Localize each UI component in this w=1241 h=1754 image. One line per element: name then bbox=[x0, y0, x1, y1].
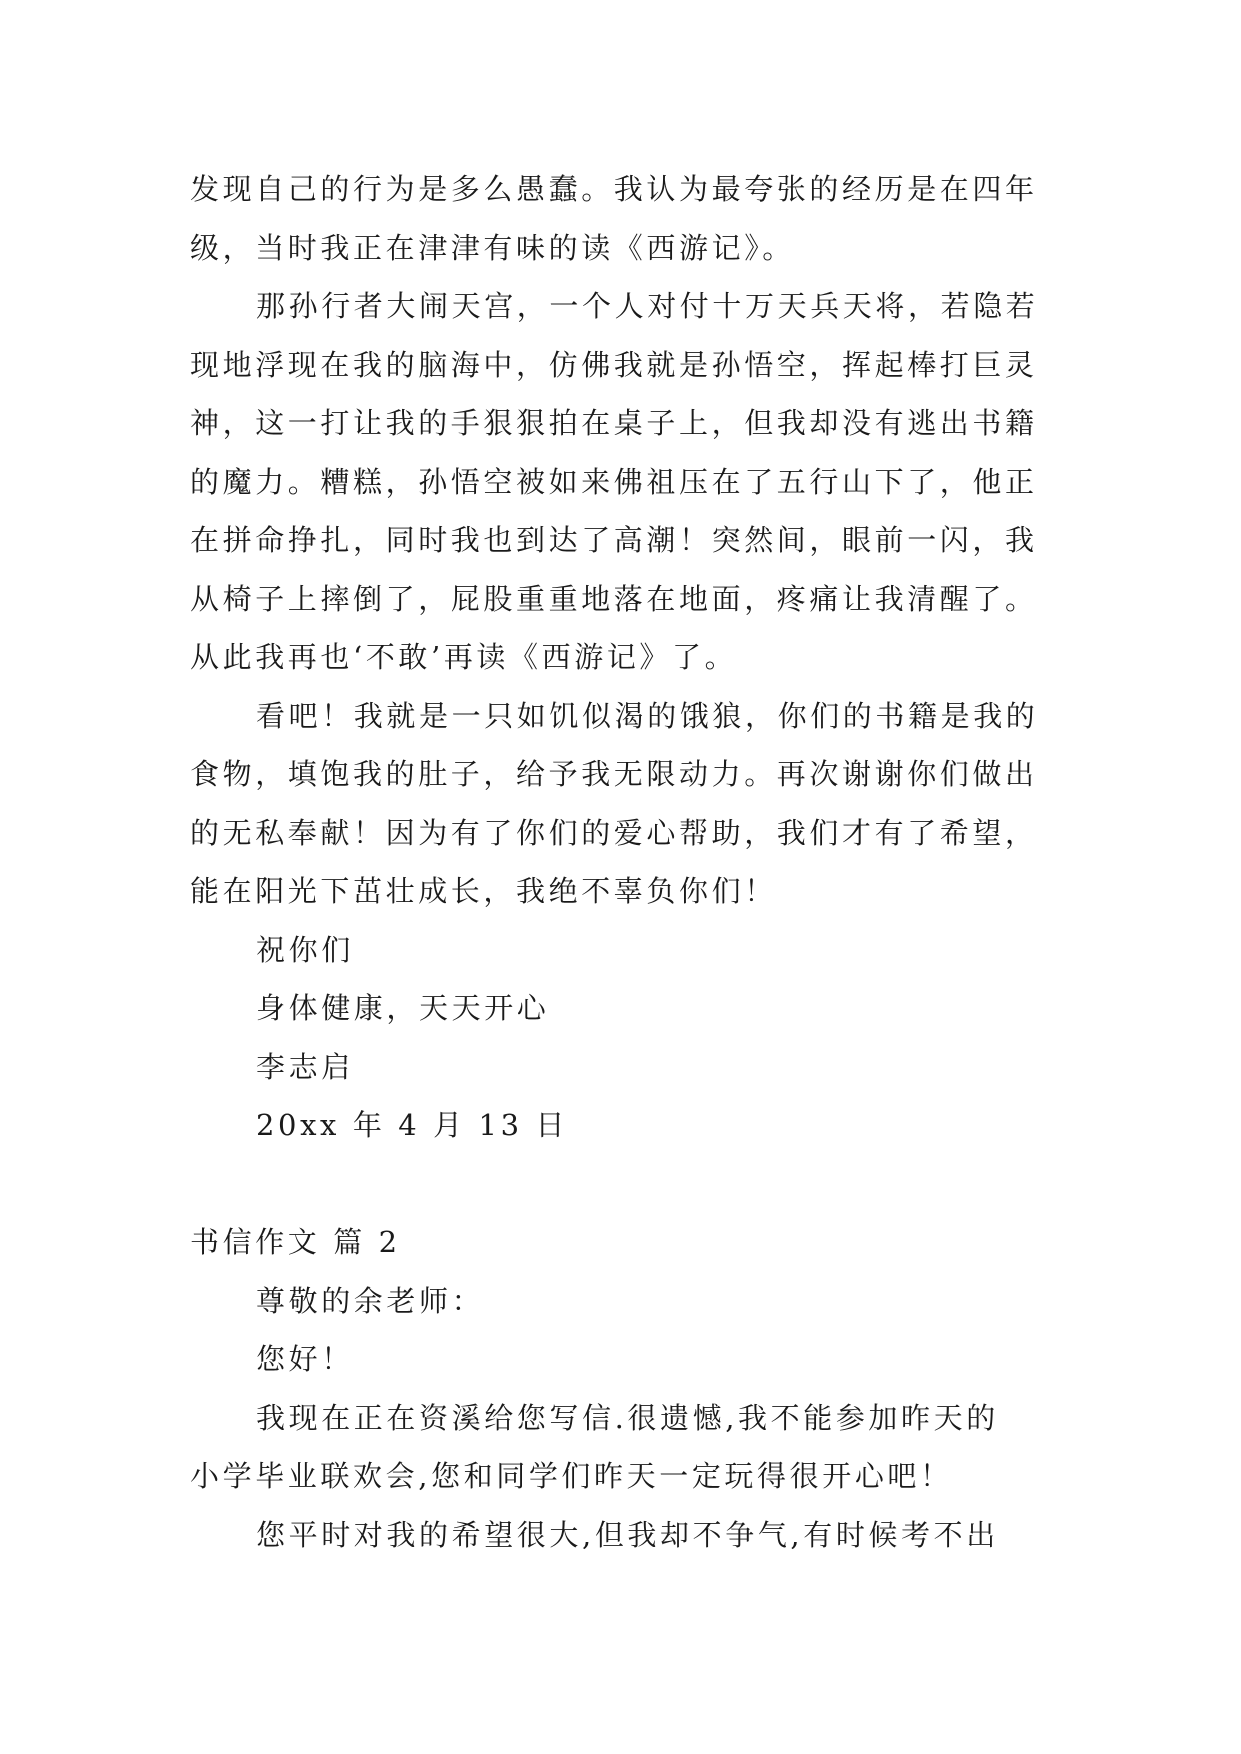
text-line: 那孙行者大闹天宫，一个人对付十万天兵天将，若隐若 bbox=[256, 289, 1039, 323]
text-line: 神，这一打让我的手狠狠拍在桌子上，但我却没有逃出书籍 bbox=[190, 406, 1038, 440]
signature: 李志启 bbox=[256, 1049, 354, 1084]
section-spacer bbox=[190, 1155, 1070, 1214]
text-line: 从椅子上摔倒了，屁股重重地落在地面，疼痛让我清醒了。 bbox=[190, 581, 1038, 616]
text-line: 从此我再也‘不敢’再读《西游记》了。 bbox=[190, 640, 738, 674]
text-line: 发现自己的行为是多么愚蠢。我认为最夸张的经历是在四年 bbox=[190, 172, 1038, 206]
text-line: 看吧！我就是一只如饥似渴的饿狼，你们的书籍是我的 bbox=[256, 698, 1039, 733]
text-line: 食物，填饱我的肚子，给予我无限动力。再次谢谢你们做出 bbox=[190, 757, 1038, 791]
closing-line: 祝你们 bbox=[256, 932, 354, 967]
salutation: 尊敬的余老师： bbox=[256, 1283, 485, 1318]
text-line: 现地浮现在我的脑海中，仿佛我就是孙悟空，挥起棒打巨灵 bbox=[190, 347, 1038, 382]
section-heading: 书信作文 篇 2 bbox=[190, 1225, 401, 1259]
letter-date: 20xx 年 4 月 13 日 bbox=[256, 1108, 569, 1142]
document-page bbox=[190, 160, 1070, 1564]
text-line: 在拼命挣扎，同时我也到达了高潮！突然间，眼前一闪，我 bbox=[190, 523, 1038, 557]
text-line: 小学毕业联欢会,您和同学们昨天一定玩得很开心吧！ bbox=[190, 1459, 953, 1493]
text-line: 能在阳光下茁壮成长，我绝不辜负你们！ bbox=[190, 874, 777, 908]
text-line: 级，当时我正在津津有味的读《西游记》。 bbox=[190, 230, 795, 265]
greeting: 您好！ bbox=[256, 1342, 354, 1376]
text-line: 您平时对我的希望很大,但我却不争气,有时候考不出 bbox=[256, 1517, 999, 1552]
text-line: 我现在正在资溪给您写信.很遗憾,我不能参加昨天的 bbox=[256, 1400, 999, 1435]
wish-line: 身体健康，天天开心 bbox=[256, 991, 550, 1025]
text-line: 的魔力。糟糕，孙悟空被如来佛祖压在了五行山下了，他正 bbox=[190, 464, 1038, 499]
text-line: 的无私奉献！因为有了你们的爱心帮助，我们才有了希望， bbox=[190, 815, 1038, 850]
